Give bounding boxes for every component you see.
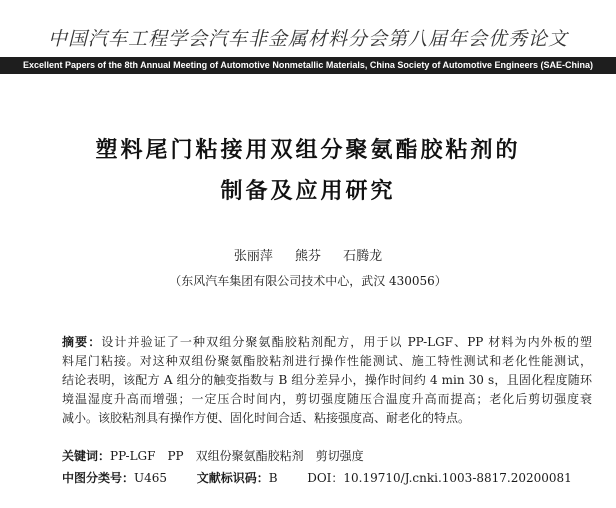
keywords-line: [62, 447, 364, 464]
paper-title-line-2: 制备及应用研究: [220, 179, 396, 204]
doc-code-label: 文献标识码：: [196, 471, 269, 485]
author-name: 张丽萍: [233, 249, 273, 264]
abstract-text: 设计并验证了一种双组分聚氨酯胶粘剂配方，用于以 PP-LGF、PP 材料为内外板的塑: [101, 335, 592, 349]
abstract-line: 料尾门粘接。对这种双组份聚氨酯胶粘剂进行操作性能测试、施工特性测试和老化性能测试，: [62, 354, 592, 368]
author-list: [0, 245, 616, 264]
author-name: 熊芬: [294, 249, 321, 264]
abstract-label: 摘要：: [62, 335, 102, 349]
abstract-line: 减小。该胶粘剂具有操作方便、固化时间合适、粘接强度高、耐老化的特点。: [62, 411, 471, 425]
doi-value: 10.19710/J.cnki.1003-8817.20200081: [343, 471, 572, 485]
keywords-label: 关键词：: [62, 449, 111, 463]
clc-value: U465: [134, 471, 168, 485]
abstract-line: [62, 333, 592, 352]
keywords-value: PP-LGF PP 双组份聚氨酯胶粘剂 剪切强度: [110, 449, 364, 463]
abstract-block: [62, 333, 592, 428]
journal-series-title: 中国汽车工程学会汽车非金属材料分会第八届年会优秀论文: [47, 28, 568, 50]
paper-title-line-1: 塑料尾门粘接用双组分聚氨酯胶粘剂的: [95, 138, 521, 163]
classification-line: [62, 469, 572, 486]
abstract-line: 结论表明，该配方 A 组分的触变指数与 B 组分差异小，操作时间约 4 min 30 s，且固化程度随环: [62, 373, 592, 387]
english-banner: Excellent Papers of the 8th Annual Meeting of Automotive Nonmetallic Materials, China Society of Automotive Engineers (SAE-China): [0, 57, 616, 74]
author-name: 石腾龙: [343, 249, 383, 264]
abstract-line: 境温湿度升高而增强；一定压合时间内，剪切强度随压合温度升高而提高；老化后剪切强度衰: [62, 392, 592, 406]
doc-code-value: B: [268, 471, 278, 485]
clc-label: 中图分类号：: [62, 471, 135, 485]
author-affiliation: （东风汽车集团有限公司技术中心，武汉 430056）: [169, 274, 447, 288]
doi-label: DOI：: [307, 471, 344, 485]
